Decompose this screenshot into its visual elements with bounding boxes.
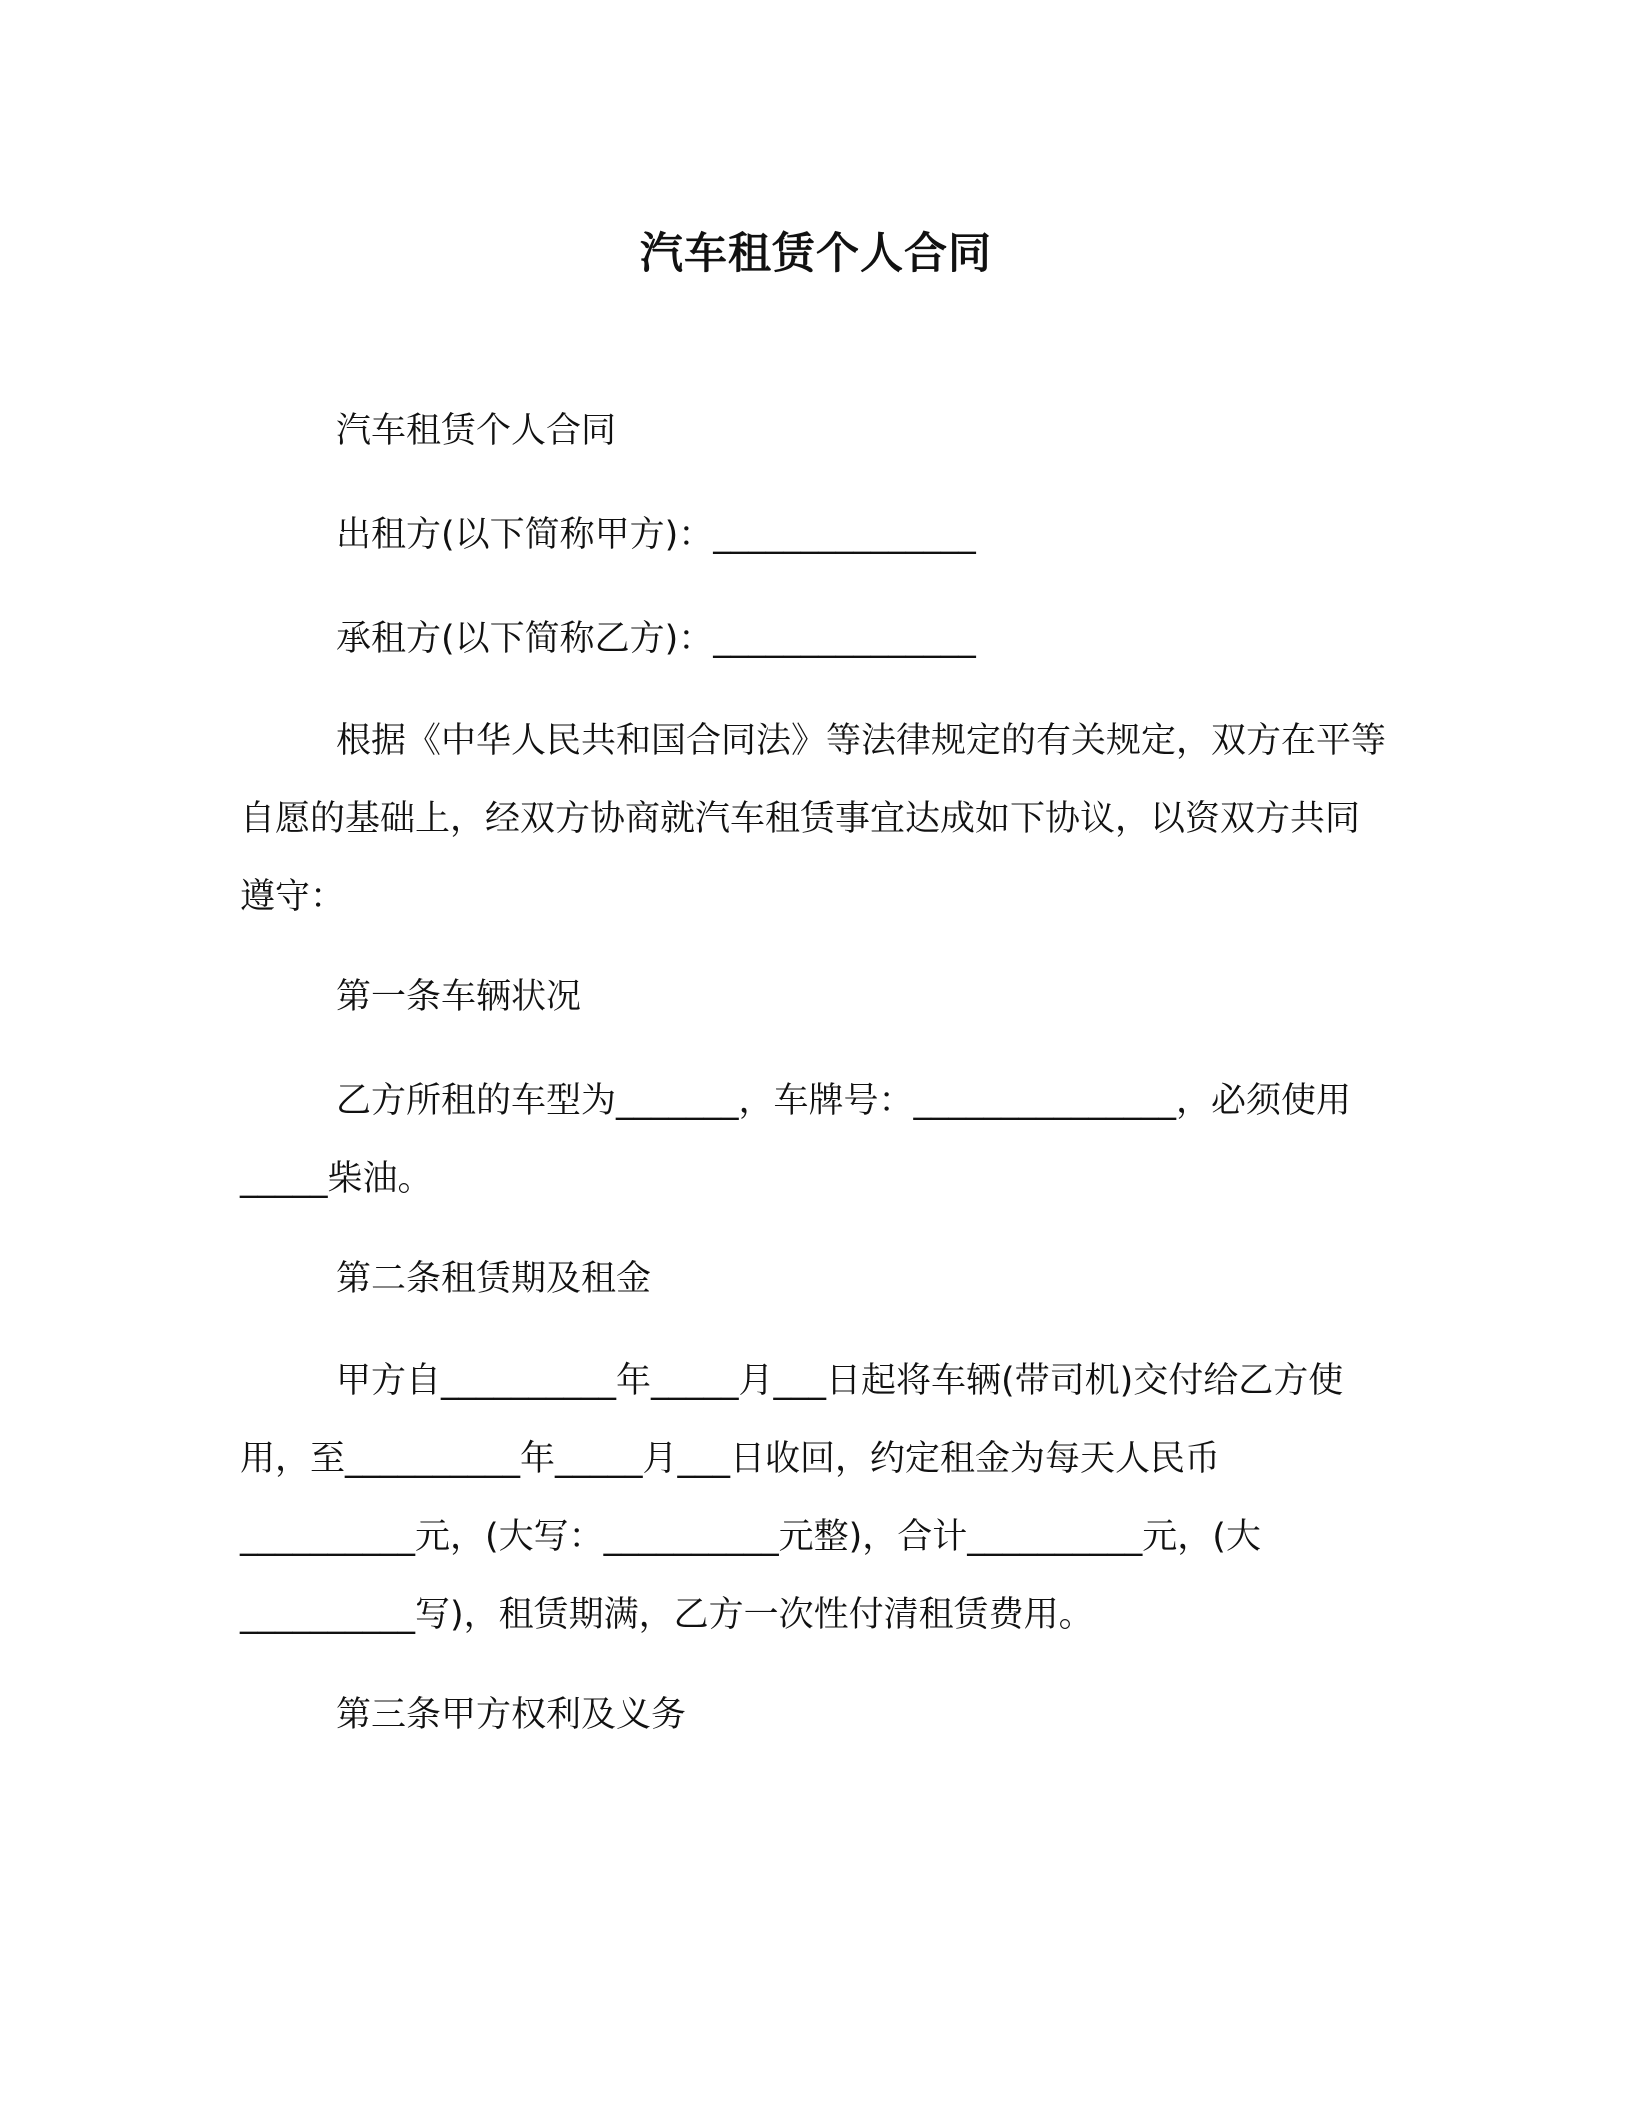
document-subtitle: 汽车租赁个人合同: [336, 411, 617, 451]
article3-heading: 第三条甲方权利及义务: [336, 1695, 687, 1735]
preamble-paragraph: 根据《中华人民共和国合同法》等法律规定的有关规定，双方在平等自愿的基础上，经双方协商就汽车租赁事宜达成如下协议，以资双方共同遵守：: [240, 721, 1387, 917]
article2-body: 甲方自__________年_____月___日起将车辆(带司机)交付给乙方使用，至__________年_____月___日收回，约定租金为每天人民币__________元，(大写：__________元整)，合计__________元，(大__________写)，租赁期满，乙方一次性付清租赁费用。: [240, 1361, 1344, 1635]
article1-heading: 第一条车辆状况: [336, 977, 582, 1017]
document-title: 汽车租赁个人合同: [640, 229, 992, 279]
article2-heading: 第二条租赁期及租金: [336, 1259, 652, 1299]
article1-body: 乙方所租的车型为_______，车牌号：_______________，必须使用_____柴油。: [240, 1081, 1352, 1199]
lessee-line: 承租方(以下简称乙方)：_______________: [336, 619, 976, 659]
lessor-line: 出租方(以下简称甲方)：_______________: [336, 515, 976, 555]
